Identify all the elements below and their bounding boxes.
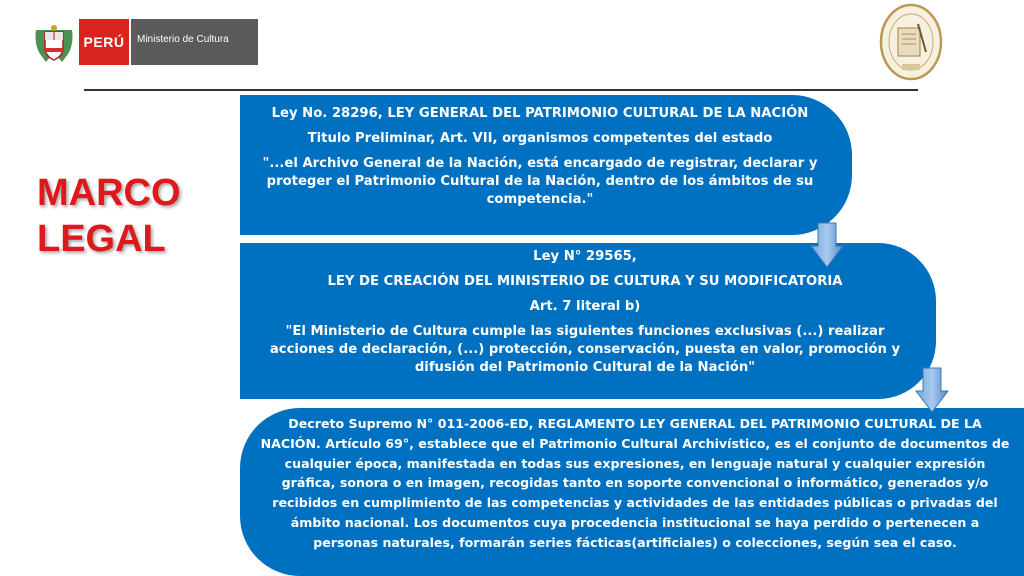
page-title [37,170,207,262]
decree-011-2006-box [240,408,1024,576]
ministry-logo-box: Ministerio de Cultura [131,19,258,65]
law-28296-heading: Ley No. 28296, LEY GENERAL DEL PATRIMONIO CULTURAL DE LA NACIÓN [271,106,809,121]
law-29565-subheading: LEY DE CREACIÓN DEL MINISTERIO DE CULTURA Y SU MODIFICATORIA [327,274,843,289]
peru-logo-box: PERÚ [79,19,129,65]
law-29565-quote: "El Ministerio de Cultura cumple las siguientes funciones exclusivas (...) realizar acciones de declaración, (...) protección, conservación, puesta en valor, promoción y difusión del Patrimonio Cultural de la Nación" [269,324,901,375]
law-29565-heading: Ley N° 29565, [533,249,637,264]
law-29565-article: Art. 7 literal b) [529,299,641,314]
law-28296-box [240,95,852,235]
title-line-1: MARCO [37,172,181,214]
header-divider [84,89,918,91]
law-28296-subheading: Titulo Preliminar, Art. VII, organismos competentes del estado [307,131,773,146]
archivo-general-seal-icon [878,2,944,82]
peru-coat-of-arms-icon [32,22,76,66]
arrow-down-icon [810,222,844,268]
law-28296-quote: "...el Archivo General de la Nación, está encargado de registrar, declarar y proteger el Patrimonio Cultural de la Nación, dentro de los ámbitos de su competencia." [262,156,818,207]
decree-011-2006-text: Decreto Supremo N° 011-2006-ED, REGLAMENTO LEY GENERAL DEL PATRIMONIO CULTURAL DE LA NACIÓN. Artículo 69°, establece que el Patrimonio Cultural Archivístico, es el conjunto de documentos de cualquier época, manifestada en todas sus expresiones, en lenguaje natural y cualquier expresión gráfica, sonora o en imagen, recogidas tanto en soporte convencional o informático, generados y/o recibidos en cumplimiento de las competencias y actividades de las entidades públicas o privadas del ámbito nacional. Los documentos cuya procedencia institucional se haya perdido o pertenecen a personas naturales, formarán series fácticas(artificiales) o colecciones, según sea el caso. [260,416,1010,550]
arrow-down-icon [915,367,949,413]
title-line-2: LEGAL [37,218,166,260]
